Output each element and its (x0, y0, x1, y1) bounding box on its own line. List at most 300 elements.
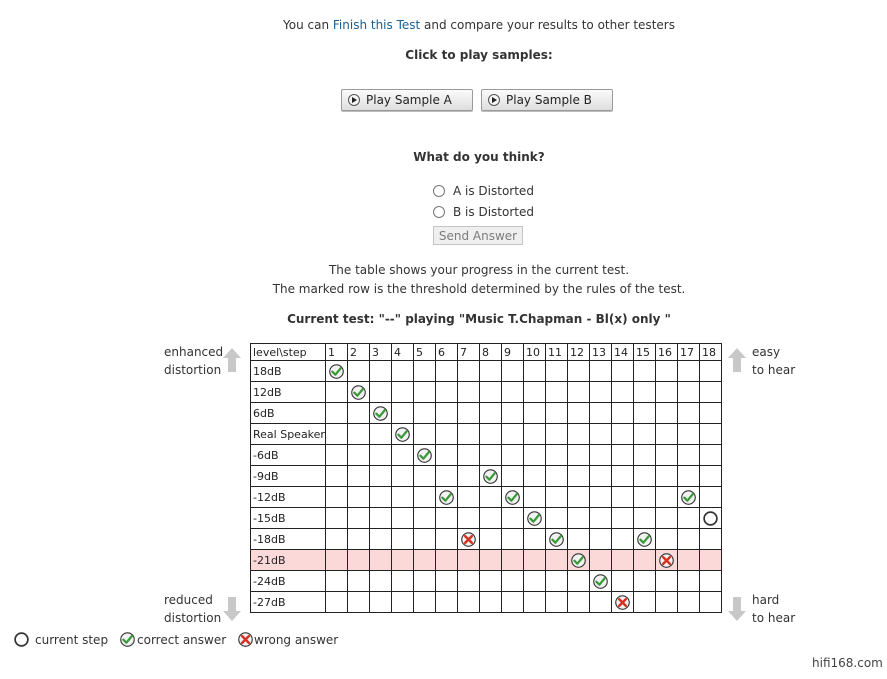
grid-cell (391, 508, 413, 529)
grid-cell (677, 403, 699, 424)
grid-cell (523, 445, 545, 466)
grid-cell (325, 592, 347, 613)
grid-cell (699, 424, 721, 445)
grid-cell (633, 592, 655, 613)
grid-cell (369, 508, 391, 529)
grid-cell (391, 466, 413, 487)
step-header: 6 (435, 344, 457, 361)
grid-cell (655, 571, 677, 592)
grid-cell (699, 361, 721, 382)
grid-cell (413, 571, 435, 592)
grid-cell (479, 508, 501, 529)
grid-cell (413, 529, 435, 550)
grid-cell (589, 592, 611, 613)
grid-cell (369, 466, 391, 487)
level-label: -12dB (251, 487, 326, 508)
grid-cell (589, 571, 611, 592)
grid-cell (567, 466, 589, 487)
grid-cell (413, 403, 435, 424)
grid-cell (501, 529, 523, 550)
progress-table (250, 343, 722, 613)
grid-cell (413, 361, 435, 382)
grid-cell (677, 508, 699, 529)
grid-cell (435, 403, 457, 424)
wrong-icon (659, 553, 674, 568)
grid-cell (699, 403, 721, 424)
check-icon (439, 490, 454, 505)
grid-cell (699, 487, 721, 508)
grid-cell (589, 487, 611, 508)
grid-cell (347, 361, 369, 382)
grid-cell (501, 403, 523, 424)
grid-cell (325, 466, 347, 487)
grid-cell (523, 529, 545, 550)
level-label: -21dB (251, 550, 326, 571)
grid-cell (391, 550, 413, 571)
level-label: -15dB (251, 508, 326, 529)
check-icon (549, 532, 564, 547)
grid-cell (611, 466, 633, 487)
grid-cell (567, 445, 589, 466)
check-icon (120, 632, 135, 647)
grid-cell (677, 571, 699, 592)
wrong-icon (615, 595, 630, 610)
grid-cell (435, 508, 457, 529)
info-line-2: The marked row is the threshold determined by the rules of the test. (272, 282, 686, 296)
level-label: 6dB (251, 403, 326, 424)
grid-cell (567, 592, 589, 613)
grid-cell (611, 592, 633, 613)
grid-cell (545, 403, 567, 424)
grid-cell (545, 361, 567, 382)
table-row (251, 529, 722, 550)
grid-cell (589, 445, 611, 466)
grid-cell (347, 382, 369, 403)
grid-cell (435, 361, 457, 382)
grid-cell (699, 382, 721, 403)
grid-cell (325, 571, 347, 592)
grid-cell (347, 487, 369, 508)
grid-cell (501, 508, 523, 529)
grid-cell (325, 529, 347, 550)
check-icon (351, 385, 366, 400)
play-icon (348, 94, 360, 106)
grid-cell (479, 592, 501, 613)
grid-cell (655, 466, 677, 487)
step-header: 13 (589, 344, 611, 361)
check-icon (395, 427, 410, 442)
grid-cell (369, 592, 391, 613)
grid-cell (699, 592, 721, 613)
play-sample-a-button[interactable]: Play Sample A (341, 89, 473, 111)
grid-cell (369, 361, 391, 382)
step-header: 14 (611, 344, 633, 361)
grid-cell (633, 571, 655, 592)
grid-cell (435, 529, 457, 550)
reduced-distortion-label: reduced distortion (164, 593, 222, 625)
grid-cell (567, 382, 589, 403)
grid-cell (655, 424, 677, 445)
grid-cell (611, 403, 633, 424)
grid-cell (677, 445, 699, 466)
grid-cell (655, 445, 677, 466)
table-row (251, 382, 722, 403)
grid-cell (567, 487, 589, 508)
table-row (251, 361, 722, 382)
grid-cell (325, 382, 347, 403)
table-row (251, 466, 722, 487)
play-icon (488, 94, 500, 106)
grid-cell (611, 445, 633, 466)
grid-cell (567, 508, 589, 529)
grid-cell (325, 361, 347, 382)
grid-cell (633, 466, 655, 487)
arrow-up-icon (222, 347, 242, 373)
send-answer-button[interactable]: Send Answer (433, 226, 523, 245)
grid-cell (413, 508, 435, 529)
legend-correct-answer: correct answer (120, 632, 226, 647)
grid-cell (545, 529, 567, 550)
grid-cell (589, 403, 611, 424)
grid-cell (369, 571, 391, 592)
level-label: -18dB (251, 529, 326, 550)
grid-cell (545, 445, 567, 466)
grid-cell (479, 487, 501, 508)
grid-cell (567, 361, 589, 382)
legend-current-step: current step (14, 632, 108, 647)
grid-cell (677, 361, 699, 382)
step-header: 18 (699, 344, 721, 361)
grid-cell (479, 361, 501, 382)
check-icon (505, 490, 520, 505)
grid-cell (611, 487, 633, 508)
finish-test-link[interactable]: Finish this Test (332, 18, 421, 32)
check-icon (483, 469, 498, 484)
grid-cell (369, 529, 391, 550)
step-header: 17 (677, 344, 699, 361)
grid-cell (655, 550, 677, 571)
grid-cell (501, 571, 523, 592)
grid-cell (391, 445, 413, 466)
grid-cell (347, 592, 369, 613)
check-icon (373, 406, 388, 421)
grid-cell (479, 529, 501, 550)
step-header: 12 (567, 344, 589, 361)
grid-cell (523, 466, 545, 487)
grid-cell (479, 571, 501, 592)
grid-cell (391, 361, 413, 382)
grid-cell (589, 466, 611, 487)
check-icon (417, 448, 432, 463)
grid-cell (567, 571, 589, 592)
grid-cell (677, 466, 699, 487)
grid-cell (655, 382, 677, 403)
intro-text: You can Finish this Test and compare your results to other testers (283, 18, 675, 32)
level-label: -24dB (251, 571, 326, 592)
grid-cell (369, 403, 391, 424)
grid-cell (457, 508, 479, 529)
grid-cell (655, 403, 677, 424)
step-header: 5 (413, 344, 435, 361)
grid-cell (391, 571, 413, 592)
grid-cell (523, 424, 545, 445)
grid-cell (457, 529, 479, 550)
grid-cell (633, 382, 655, 403)
grid-cell (369, 487, 391, 508)
grid-cell (655, 487, 677, 508)
grid-cell (677, 592, 699, 613)
grid-cell (347, 529, 369, 550)
grid-cell (413, 445, 435, 466)
grid-cell (413, 487, 435, 508)
grid-cell (413, 382, 435, 403)
grid-cell (545, 424, 567, 445)
grid-cell (699, 571, 721, 592)
level-label: Real Speaker (251, 424, 326, 445)
grid-cell (347, 508, 369, 529)
grid-cell (479, 424, 501, 445)
grid-cell (633, 403, 655, 424)
grid-cell (545, 508, 567, 529)
check-icon (681, 490, 696, 505)
level-label: 12dB (251, 382, 326, 403)
current-test-label: Current test: "--" playing "Music T.Chapman - Bl(x) only " (287, 312, 671, 326)
grid-cell (369, 445, 391, 466)
grid-cell (501, 361, 523, 382)
grid-cell (633, 550, 655, 571)
grid-cell (523, 550, 545, 571)
grid-cell (391, 382, 413, 403)
grid-cell (391, 592, 413, 613)
grid-cell (655, 529, 677, 550)
grid-cell (633, 424, 655, 445)
grid-cell (391, 529, 413, 550)
grid-cell (435, 445, 457, 466)
grid-cell (325, 508, 347, 529)
grid-cell (633, 529, 655, 550)
grid-cell (325, 424, 347, 445)
grid-cell (435, 424, 457, 445)
grid-cell (501, 466, 523, 487)
grid-cell (501, 424, 523, 445)
step-header: 9 (501, 344, 523, 361)
grid-cell (589, 361, 611, 382)
grid-cell (435, 550, 457, 571)
grid-cell (347, 403, 369, 424)
grid-cell (325, 550, 347, 571)
grid-cell (589, 529, 611, 550)
option-a-label: A is Distorted (453, 184, 534, 198)
table-row (251, 445, 722, 466)
grid-cell (567, 403, 589, 424)
grid-cell (677, 550, 699, 571)
grid-cell (567, 424, 589, 445)
grid-cell (611, 382, 633, 403)
table-row (251, 487, 722, 508)
check-icon (571, 553, 586, 568)
play-sample-b-button[interactable]: Play Sample B (481, 89, 613, 111)
arrow-down-icon (222, 596, 242, 622)
grid-cell (523, 403, 545, 424)
level-label: 18dB (251, 361, 326, 382)
grid-cell (567, 550, 589, 571)
legend-wrong-answer: wrong answer (238, 632, 338, 647)
grid-cell (633, 508, 655, 529)
grid-cell (611, 529, 633, 550)
grid-cell (611, 361, 633, 382)
level-label: -6dB (251, 445, 326, 466)
info-line-1: The table shows your progress in the current test. (328, 263, 630, 277)
grid-cell (501, 445, 523, 466)
grid-cell (501, 592, 523, 613)
grid-cell (501, 382, 523, 403)
grid-cell (545, 592, 567, 613)
grid-cell (457, 403, 479, 424)
grid-cell (325, 487, 347, 508)
option-a-row[interactable] (433, 184, 534, 198)
check-icon (527, 511, 542, 526)
grid-cell (325, 445, 347, 466)
grid-cell (633, 361, 655, 382)
grid-cell (677, 487, 699, 508)
step-header: 3 (369, 344, 391, 361)
grid-cell (523, 592, 545, 613)
grid-cell (501, 487, 523, 508)
wrong-icon (461, 532, 476, 547)
grid-cell (391, 403, 413, 424)
grid-cell (347, 445, 369, 466)
enhanced-distortion-label: enhanced distortion (164, 345, 224, 377)
grid-cell (523, 571, 545, 592)
table-row (251, 550, 722, 571)
grid-cell (545, 550, 567, 571)
table-header-row (251, 344, 722, 361)
step-header: 16 (655, 344, 677, 361)
grid-cell (611, 571, 633, 592)
grid-cell (457, 361, 479, 382)
option-b-radio[interactable] (433, 206, 445, 218)
grid-cell (479, 382, 501, 403)
grid-cell (347, 466, 369, 487)
option-b-row[interactable] (433, 205, 534, 219)
grid-cell (633, 487, 655, 508)
option-a-radio[interactable] (433, 185, 445, 197)
grid-cell (413, 592, 435, 613)
grid-cell (413, 466, 435, 487)
grid-cell (699, 508, 721, 529)
step-header: 4 (391, 344, 413, 361)
grid-cell (435, 382, 457, 403)
step-header: 8 (479, 344, 501, 361)
grid-cell (633, 445, 655, 466)
grid-cell (457, 424, 479, 445)
wrong-icon (238, 632, 253, 647)
grid-cell (589, 550, 611, 571)
grid-cell (369, 424, 391, 445)
check-icon (637, 532, 652, 547)
watermark: hifi168.com (812, 656, 883, 670)
step-header: 2 (347, 344, 369, 361)
table-row (251, 424, 722, 445)
grid-cell (457, 487, 479, 508)
grid-cell (457, 592, 479, 613)
grid-cell (545, 487, 567, 508)
step-header: 7 (457, 344, 479, 361)
grid-cell (347, 571, 369, 592)
step-header: 10 (523, 344, 545, 361)
grid-cell (347, 424, 369, 445)
grid-cell (589, 382, 611, 403)
grid-cell (457, 466, 479, 487)
hard-to-hear-label: hard to hear (752, 593, 796, 625)
grid-cell (523, 487, 545, 508)
step-header: 1 (325, 344, 347, 361)
grid-cell (677, 382, 699, 403)
grid-cell (435, 592, 457, 613)
grid-cell (369, 382, 391, 403)
table-row (251, 571, 722, 592)
grid-cell (699, 445, 721, 466)
grid-cell (325, 403, 347, 424)
grid-cell (479, 466, 501, 487)
grid-cell (545, 382, 567, 403)
grid-cell (435, 466, 457, 487)
grid-cell (391, 424, 413, 445)
table-row (251, 508, 722, 529)
grid-cell (699, 550, 721, 571)
grid-cell (523, 382, 545, 403)
arrow-down-icon (727, 596, 747, 622)
grid-cell (479, 445, 501, 466)
grid-cell (457, 445, 479, 466)
grid-cell (699, 529, 721, 550)
level-label: -27dB (251, 592, 326, 613)
grid-cell (523, 361, 545, 382)
current-step-icon (703, 511, 718, 526)
grid-cell (677, 424, 699, 445)
grid-cell (611, 424, 633, 445)
grid-cell (699, 466, 721, 487)
grid-cell (545, 571, 567, 592)
grid-cell (347, 550, 369, 571)
current-step-icon (14, 632, 29, 647)
grid-cell (677, 529, 699, 550)
grid-cell (501, 550, 523, 571)
grid-cell (457, 550, 479, 571)
grid-cell (479, 403, 501, 424)
check-icon (593, 574, 608, 589)
grid-cell (611, 508, 633, 529)
grid-cell (545, 466, 567, 487)
easy-to-hear-label: easy to hear (752, 345, 796, 377)
grid-cell (479, 550, 501, 571)
option-b-label: B is Distorted (453, 205, 534, 219)
grid-cell (435, 487, 457, 508)
grid-cell (435, 571, 457, 592)
table-row (251, 592, 722, 613)
samples-heading: Click to play samples: (405, 48, 553, 62)
question-heading: What do you think? (413, 150, 545, 164)
grid-cell (457, 382, 479, 403)
grid-cell (457, 571, 479, 592)
grid-cell (655, 592, 677, 613)
grid-cell (655, 508, 677, 529)
grid-cell (391, 487, 413, 508)
table-row (251, 403, 722, 424)
grid-cell (589, 508, 611, 529)
grid-cell (589, 424, 611, 445)
level-label: -9dB (251, 466, 326, 487)
